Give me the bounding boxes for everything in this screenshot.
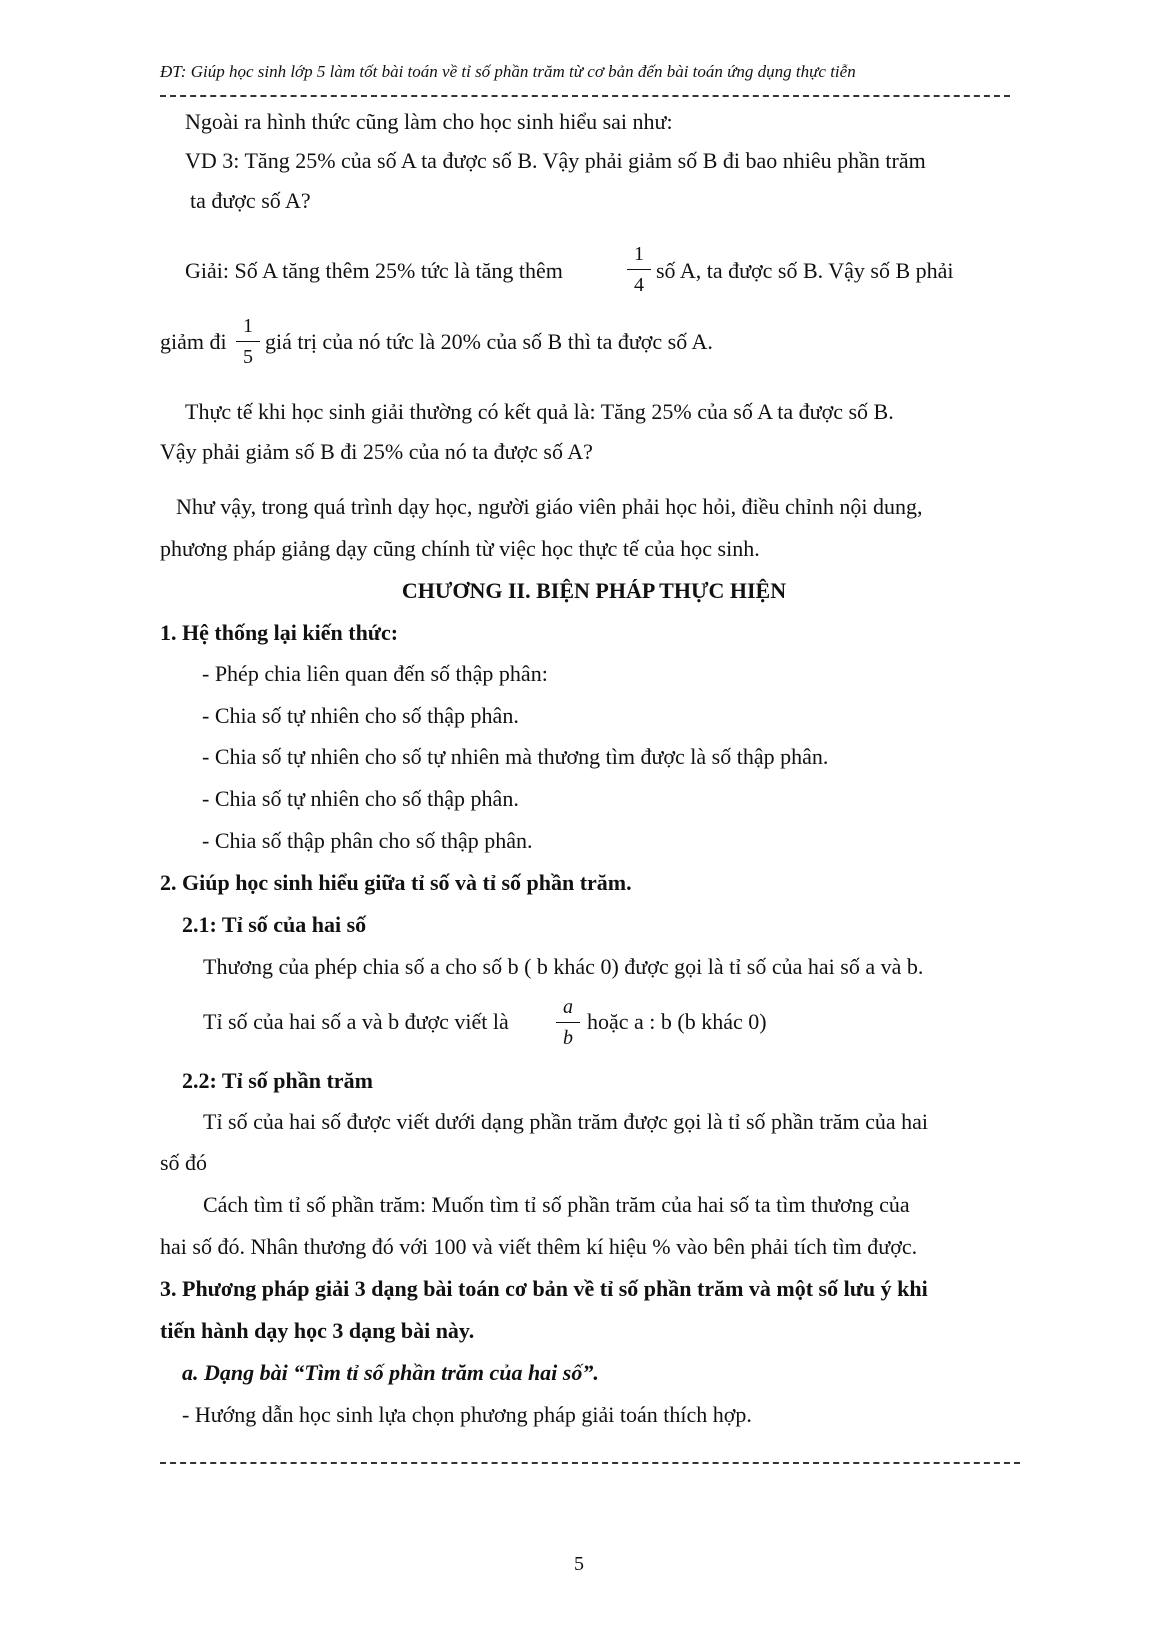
- list-item: - Chia số tự nhiên cho số thập phân.: [202, 786, 519, 811]
- solution-line-1-left: Giải: Số A tăng thêm 25% tức là tăng thêm: [185, 258, 563, 283]
- section-2-heading: 2. Giúp học sinh hiểu giữa tỉ số và tỉ số phần trăm.: [160, 870, 632, 895]
- ratio-notation-right: hoặc a : b (b khác 0): [587, 1009, 767, 1034]
- fraction-a-over-b: [556, 995, 580, 1050]
- fraction-denominator: b: [563, 1027, 573, 1049]
- fraction-one-fifth: [236, 314, 260, 369]
- list-item: - Chia số tự nhiên cho số thập phân.: [202, 703, 519, 728]
- fraction-numerator: a: [563, 996, 573, 1018]
- percent-method-1: Cách tìm tỉ số phần trăm: Muốn tìm tỉ số phần trăm của hai số ta tìm thương của: [203, 1192, 910, 1217]
- solution-line-2-right: giá trị của nó tức là 20% của số B thì ta được số A.: [265, 329, 713, 354]
- section-3-heading-line-2: tiến hành dạy học 3 dạng bài này.: [160, 1318, 475, 1343]
- paragraph-conclusion-1: Như vậy, trong quá trình dạy học, người giáo viên phải học hỏi, điều chỉnh nội dung,: [176, 494, 923, 519]
- solution-line-2-left: giảm đi: [160, 329, 227, 354]
- percent-definition-1: Tỉ số của hai số được viết dưới dạng phần trăm được gọi là tỉ số phần trăm của hai: [203, 1109, 928, 1134]
- list-item: - Chia số tự nhiên cho số tự nhiên mà thương tìm được là số thập phân.: [202, 744, 829, 769]
- percent-method-2: hai số đó. Nhân thương đó với 100 và viết thêm kí hiệu % vào bên phải tích tìm được.: [160, 1234, 918, 1259]
- example-line-2: ta được số A?: [190, 188, 311, 213]
- paragraph-intro: Ngoài ra hình thức cũng làm cho học sinh hiểu sai như:: [185, 109, 673, 134]
- fraction-denominator: 4: [634, 274, 644, 296]
- list-item: - Hướng dẫn học sinh lựa chọn phương pháp giải toán thích hợp.: [182, 1402, 752, 1427]
- fraction-bar: [236, 341, 260, 342]
- header-title: ĐT: Giúp học sinh lớp 5 làm tốt bài toán về tỉ số phần trăm từ cơ bản đến bài toán ứng dụng thực tiễn: [160, 62, 856, 81]
- ratio-definition: Thương của phép chia số a cho số b ( b khác 0) được gọi là tỉ số của hai số a và b.: [203, 954, 924, 979]
- example-line-1: VD 3: Tăng 25% của số A ta được số B. Vậy phải giảm số B đi bao nhiêu phần trăm: [185, 148, 926, 173]
- section-3-heading-line-1: 3. Phương pháp giải 3 dạng bài toán cơ bản về tỉ số phần trăm và một số lưu ý khi: [160, 1276, 928, 1301]
- ratio-notation-left: Tỉ số của hai số a và b được viết là: [203, 1009, 509, 1034]
- fraction-bar: [556, 1022, 580, 1023]
- list-item: - Phép chia liên quan đến số thập phân:: [202, 661, 548, 686]
- fraction-one-quarter: [627, 242, 651, 297]
- fraction-bar: [627, 269, 651, 270]
- fraction-numerator: 1: [243, 315, 253, 337]
- fraction-numerator: 1: [634, 243, 644, 265]
- chapter-heading: CHƯƠNG II. BIỆN PHÁP THỰC HIỆN: [401, 578, 787, 603]
- footer-divider: [160, 1462, 1020, 1464]
- percent-definition-2: số đó: [160, 1150, 208, 1175]
- paragraph-reality-2: Vậy phải giảm số B đi 25% của nó ta được số A?: [160, 439, 593, 464]
- solution-line-1-right: số A, ta được số B. Vậy số B phải: [656, 258, 954, 283]
- subsection-3a-heading: a. Dạng bài “Tìm tỉ số phần trăm của hai số”.: [182, 1360, 599, 1385]
- fraction-denominator: 5: [243, 346, 253, 368]
- section-1-heading: 1. Hệ thống lại kiến thức:: [160, 620, 399, 645]
- subsection-2-2-heading: 2.2: Tỉ số phần trăm: [182, 1068, 373, 1093]
- page-number: 5: [574, 1553, 584, 1575]
- subsection-2-1-heading: 2.1: Tỉ số của hai số: [182, 912, 367, 937]
- header-divider: [160, 95, 1010, 97]
- list-item: - Chia số thập phân cho số thập phân.: [202, 828, 533, 853]
- paragraph-conclusion-2: phương pháp giảng dạy cũng chính từ việc học thực tế của học sinh.: [160, 536, 760, 561]
- paragraph-reality-1: Thực tế khi học sinh giải thường có kết quả là: Tăng 25% của số A ta được số B.: [185, 399, 894, 424]
